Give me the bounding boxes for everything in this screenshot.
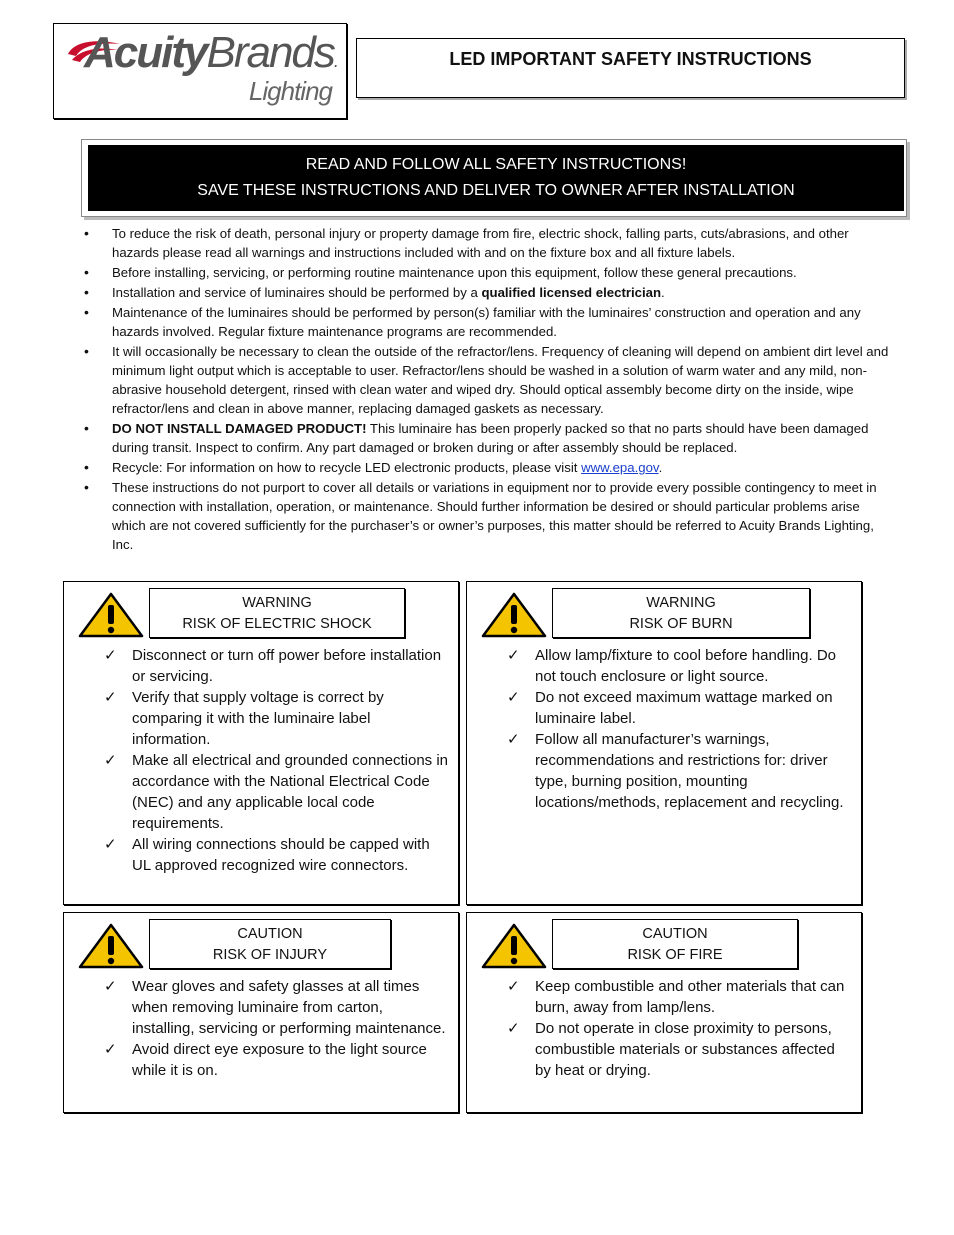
- checklist: [104, 645, 449, 876]
- checkmark-icon: ✓: [507, 647, 520, 664]
- bullet-text: .: [658, 460, 663, 475]
- epa-link[interactable]: www.epa.gov: [581, 460, 659, 475]
- warning-triangle-icon: [78, 592, 144, 638]
- list-item: [84, 303, 892, 341]
- check-text: Verify that supply voltage is correct by comparing it with the luminaire label information.: [132, 689, 384, 748]
- instruction-banner-frame: [81, 139, 907, 217]
- checkmark-icon: ✓: [507, 689, 520, 706]
- bullet-bold-text: DO NOT INSTALL DAMAGED PRODUCT!: [112, 421, 367, 436]
- document-title: LED IMPORTANT SAFETY INSTRUCTIONS: [449, 49, 812, 69]
- checkmark-icon: ✓: [104, 647, 117, 664]
- list-item: [507, 645, 852, 687]
- bullet-text: .: [661, 285, 665, 300]
- banner-line-1: READ AND FOLLOW ALL SAFETY INSTRUCTIONS!: [305, 156, 687, 173]
- checkmark-icon: ✓: [104, 836, 117, 853]
- list-item: [84, 283, 892, 302]
- list-item: [507, 976, 852, 1018]
- warning-panel-electric-shock: [63, 581, 459, 905]
- checkmark-icon: ✓: [507, 1020, 520, 1037]
- check-text: Disconnect or turn off power before installation or servicing.: [132, 647, 442, 685]
- checkmark-icon: ✓: [507, 978, 520, 995]
- logo-wordmark: [84, 28, 337, 78]
- check-text: Do not exceed maximum wattage marked on luminaire label.: [535, 689, 833, 727]
- bullet-text: Before installing, servicing, or performing routine maintenance upon this equipment, follow these general precautions.: [112, 265, 797, 280]
- list-item: [507, 729, 852, 813]
- hazard-type: RISK OF ELECTRIC SHOCK: [182, 616, 372, 632]
- document-title-box: [356, 38, 905, 98]
- bullet-text: To reduce the risk of death, personal injury or property damage from fire, electric shock, falling parts, cuts/abrasions, and other hazards please read all warnings and instructions included with and on the fixture box and all fixture labels.: [112, 226, 849, 260]
- check-text: Make all electrical and grounded connections in accordance with the National Electrical Code (NEC) and any applicable local code requirements.: [132, 752, 449, 832]
- hazard-type: RISK OF BURN: [629, 616, 733, 632]
- list-item: [84, 419, 892, 457]
- check-text: All wiring connections should be capped with UL approved recognized wire connectors.: [132, 836, 430, 874]
- list-item: [84, 224, 892, 262]
- hazard-label: [149, 588, 405, 638]
- list-item: [104, 687, 449, 750]
- caution-panel-injury: [63, 912, 459, 1113]
- bullet-text: Maintenance of the luminaires should be performed by person(s) familiar with the luminaires’ construction and operation and any hazards involved. Regular fixture maintenance programs are recommended.: [112, 305, 861, 339]
- hazard-level: WARNING: [242, 595, 312, 611]
- hazard-level: WARNING: [646, 595, 716, 611]
- list-item: [104, 976, 449, 1039]
- warning-triangle-icon: [481, 592, 547, 638]
- checkmark-icon: ✓: [104, 752, 117, 769]
- check-text: Avoid direct eye exposure to the light source while it is on.: [132, 1041, 427, 1079]
- hazard-type: RISK OF INJURY: [212, 947, 328, 963]
- company-logo: [53, 23, 347, 119]
- list-item: [507, 1018, 852, 1081]
- hazard-label: [552, 588, 810, 638]
- bullet-text: Recycle: For information on how to recycle LED electronic products, please visit: [112, 460, 582, 475]
- check-text: Allow lamp/fixture to cool before handling. Do not touch enclosure or light source.: [535, 647, 836, 685]
- logo-mark: .: [333, 51, 337, 71]
- checkmark-icon: ✓: [104, 978, 117, 995]
- bullet-text: This luminaire has been properly packed so that no parts should have been damaged during transit. Inspect to confirm. Any part damaged or broken during or after assembly should be replaced.: [112, 421, 869, 455]
- warning-panel-burn: [466, 581, 862, 905]
- checklist: [507, 645, 852, 813]
- bullet-text: It will occasionally be necessary to clean the outside of the refractor/lens. Frequency of cleaning will depend on ambient dirt level and minimum light output which is acceptable to user. Refractor/lens should be washed in a solution of warm water and any mild, non-abrasive household detergent, rinsed with clean water and wiped dry. Should optical assembly become dirty on the inside, wipe refractor/lens and clean in above manner, replacing damaged gaskets as necessary.: [112, 344, 889, 416]
- list-item: [84, 458, 892, 477]
- check-text: Follow all manufacturer’s warnings, recommendations and restrictions for: driver type, burning position, mounting locations/methods, replacement and recycling.: [535, 731, 844, 811]
- banner-line-2: SAVE THESE INSTRUCTIONS AND DELIVER TO OWNER AFTER INSTALLATION: [197, 182, 795, 199]
- list-item: [84, 478, 892, 554]
- caution-panel-fire: [466, 912, 862, 1113]
- list-item: [104, 645, 449, 687]
- list-item: [507, 687, 852, 729]
- warning-triangle-icon: [481, 923, 547, 969]
- checkmark-icon: ✓: [104, 1041, 117, 1058]
- list-item: [84, 342, 892, 418]
- checklist: [104, 976, 449, 1081]
- hazard-type: RISK OF FIRE: [627, 947, 723, 963]
- checklist: [507, 976, 852, 1081]
- logo-lighting: Lighting: [248, 76, 332, 106]
- list-item: [104, 1039, 449, 1081]
- logo-brand-bold: Acuity: [84, 28, 207, 77]
- general-precautions-list: [84, 224, 892, 555]
- warning-triangle-icon: [78, 923, 144, 969]
- logo-brand-light: Brands: [206, 28, 334, 77]
- list-item: [84, 263, 892, 282]
- checkmark-icon: ✓: [104, 689, 117, 706]
- hazard-level: CAUTION: [642, 926, 708, 942]
- instruction-banner: [88, 145, 904, 211]
- check-text: Keep combustible and other materials that can burn, away from lamp/lens.: [535, 978, 845, 1016]
- bullet-text: These instructions do not purport to cover all details or variations in equipment nor to provide every possible contingency to meet in connection with installation, operation, or maintenance. Should further information be desired or should particular problems arise which are not covered sufficiently for the purchaser’s or owner’s purposes, this matter should be referred to Acuity Brands Lighting, Inc.: [112, 480, 877, 552]
- list-item: [104, 750, 449, 834]
- check-text: Do not operate in close proximity to persons, combustible materials or substances affected by heat or drying.: [535, 1020, 835, 1079]
- bullet-bold-text: qualified licensed electrician: [481, 285, 662, 300]
- list-item: [104, 834, 449, 876]
- hazard-label: [552, 919, 798, 969]
- checkmark-icon: ✓: [507, 731, 520, 748]
- hazard-level: CAUTION: [237, 926, 303, 942]
- bullet-text: Installation and service of luminaires should be performed by a: [112, 285, 482, 300]
- check-text: Wear gloves and safety glasses at all times when removing luminaire from carton, installing, servicing or performing maintenance.: [132, 978, 446, 1037]
- hazard-label: [149, 919, 391, 969]
